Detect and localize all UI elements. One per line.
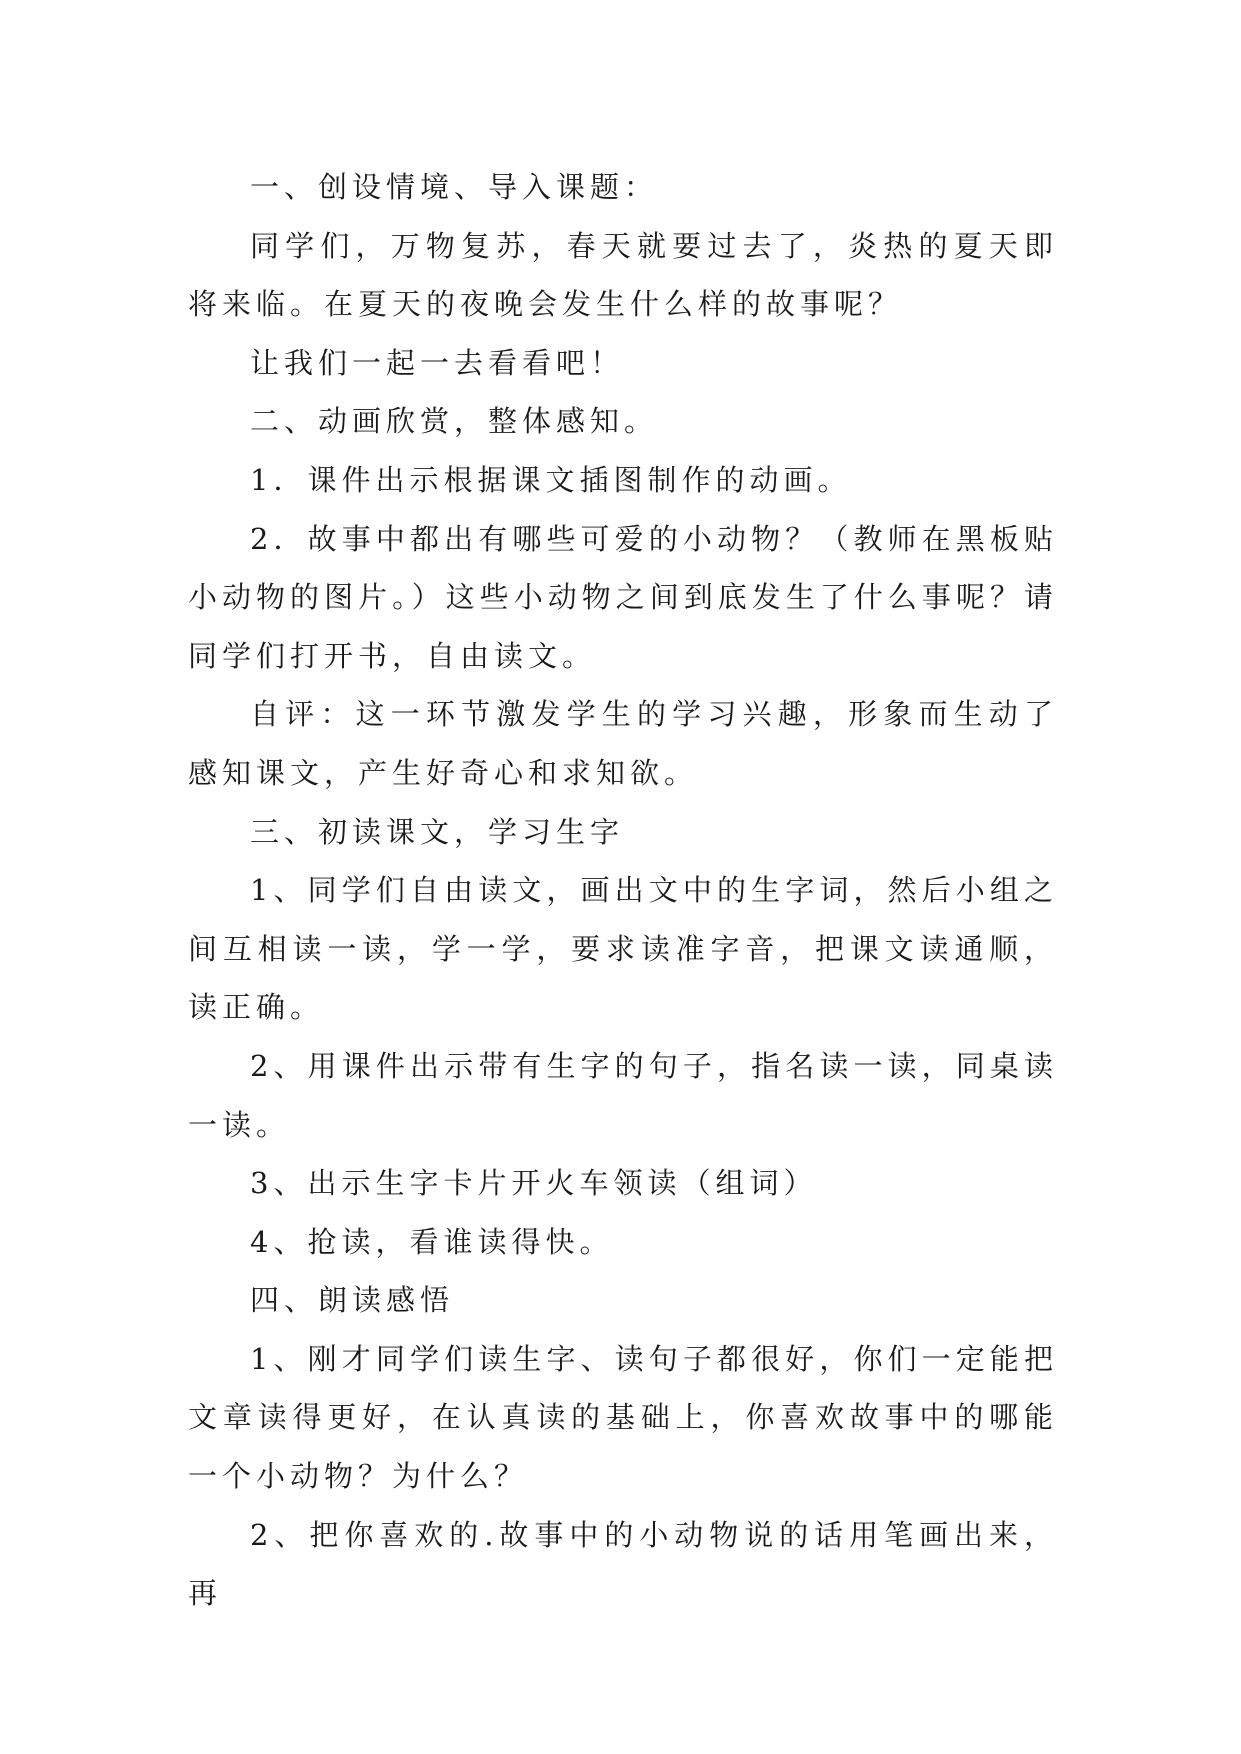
list-item: 1．课件出示根据课文插图制作的动画。 <box>250 462 852 497</box>
list-item: 1、刚才同学们读生字、读句子都很好，你们一定能把文章读得更好，在认真读的基础上，你喜欢故事中的哪能一个小动物？为什么？ <box>188 1341 1058 1494</box>
document-page <box>188 158 1058 1623</box>
section-heading-3: 三、初读课文，学习生字 <box>250 814 625 849</box>
section-heading-1: 一、创设情境、导入课题： <box>250 170 659 204</box>
section-heading-2: 二、动画欣赏，整体感知。 <box>250 404 659 439</box>
list-item: 3、出示生字卡片开火车领读（组词） <box>250 1166 818 1201</box>
paragraph: 同学们，万物复苏，春天就要过去了，炎热的夏天即将来临。在夏天的夜晚会发生什么样的故事呢？ <box>188 228 1058 322</box>
list-item: 1、同学们自由读文，画出文中的生字词，然后小组之间互相读一读，学一学，要求读准字音，把课文读通顺，读正确。 <box>188 873 1058 1025</box>
list-item: 2、把你喜欢的.故事中的小动物说的话用笔画出来，再 <box>188 1517 1058 1611</box>
paragraph: 自评：这一环节激发学生的学习兴趣，形象而生动了感知课文，产生好奇心和求知欲。 <box>188 697 1058 790</box>
list-item: 2．故事中都出有哪些可爱的小动物？（教师在黑板贴小动物的图片。）这些小动物之间到底发生了什么事呢？请同学们打开书，自由读文。 <box>188 521 1058 673</box>
section-heading-4: 四、朗读感悟 <box>250 1283 455 1318</box>
list-item: 4、抢读，看谁读得快。 <box>250 1224 614 1259</box>
paragraph: 让我们一起一去看看吧！ <box>250 345 625 380</box>
list-item: 2、用课件出示带有生字的句子，指名读一读，同桌读一读。 <box>188 1048 1058 1142</box>
